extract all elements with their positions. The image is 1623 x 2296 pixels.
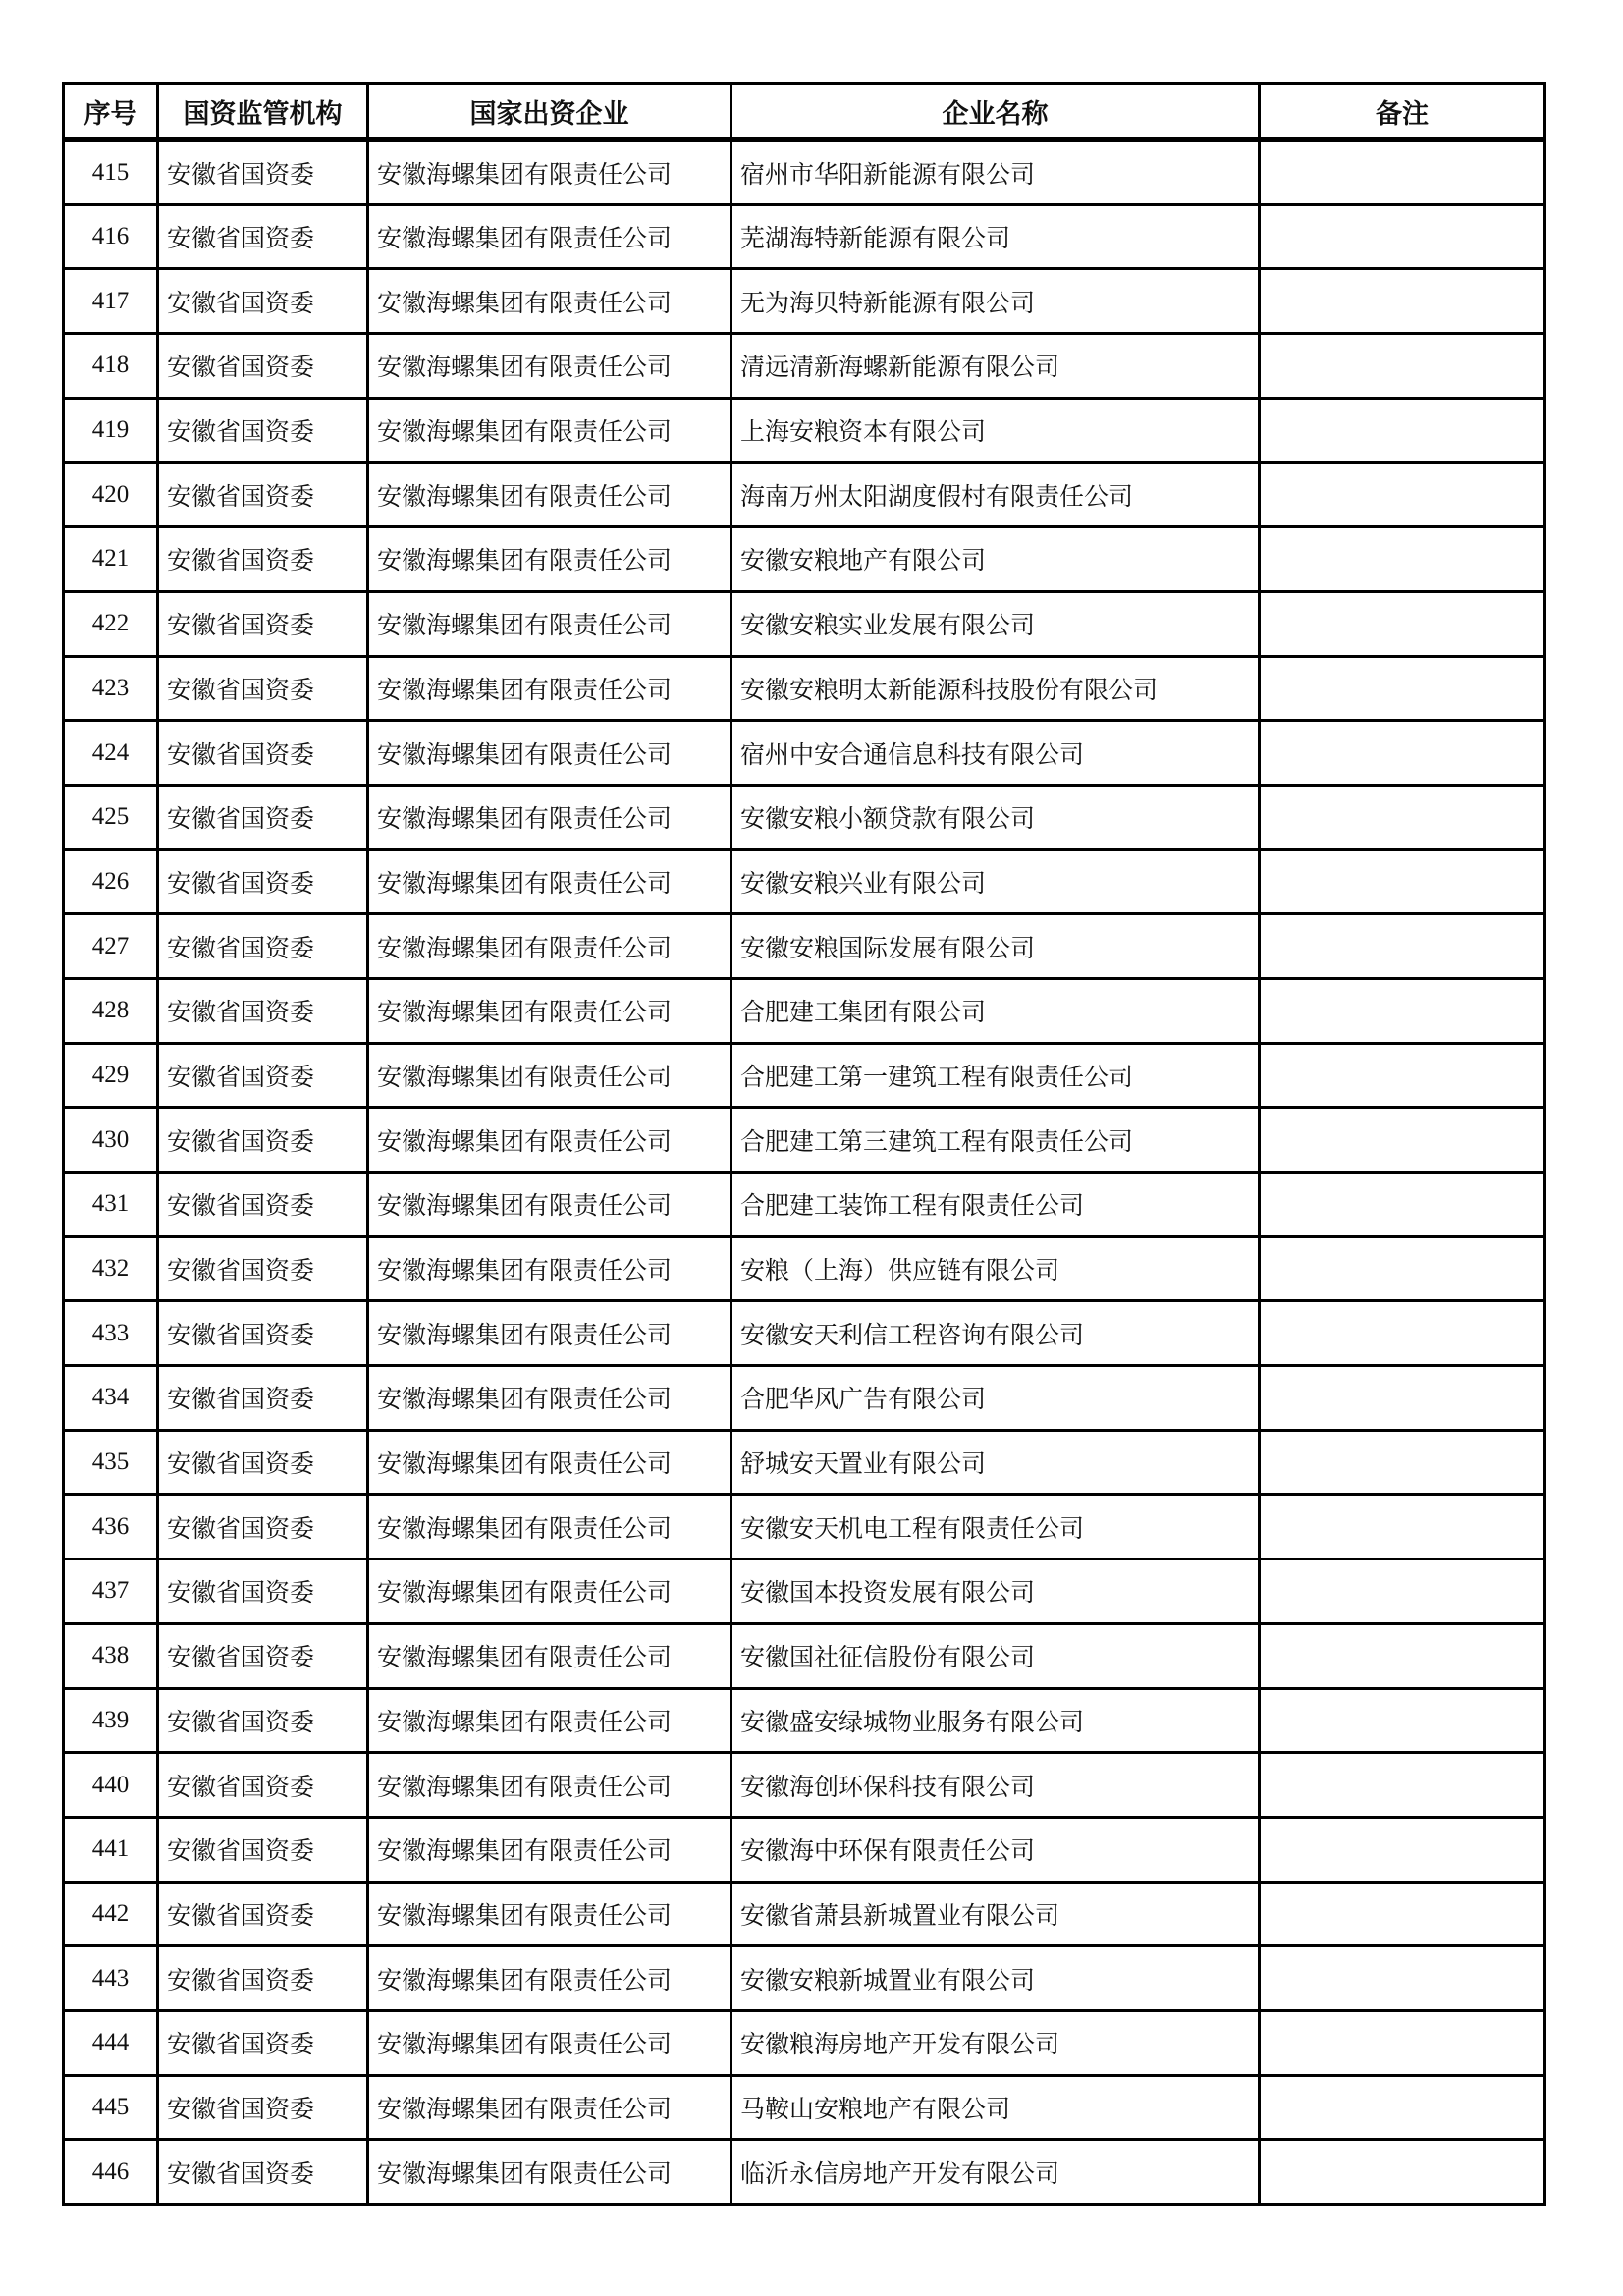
cell-parent-enterprise: 安徽海螺集团有限责任公司 (368, 1817, 731, 1882)
cell-remark (1260, 721, 1545, 786)
cell-regulator: 安徽省国资委 (158, 527, 368, 592)
cell-parent-enterprise: 安徽海螺集团有限责任公司 (368, 1043, 731, 1108)
cell-parent-enterprise: 安徽海螺集团有限责任公司 (368, 1946, 731, 2011)
cell-parent-enterprise: 安徽海螺集团有限责任公司 (368, 1173, 731, 1237)
cell-parent-enterprise: 安徽海螺集团有限责任公司 (368, 1236, 731, 1301)
cell-serial: 419 (64, 398, 158, 463)
cell-serial: 443 (64, 1946, 158, 2011)
cell-remark (1260, 398, 1545, 463)
cell-company-name: 合肥建工第三建筑工程有限责任公司 (731, 1108, 1260, 1173)
table-row (64, 1623, 1545, 1688)
cell-company-name: 安徽粮海房地产开发有限公司 (731, 2010, 1260, 2075)
table-row (64, 334, 1545, 399)
cell-regulator: 安徽省国资委 (158, 2075, 368, 2140)
table-row (64, 2140, 1545, 2205)
table-row (64, 1108, 1545, 1173)
cell-serial: 422 (64, 591, 158, 656)
table-row (64, 2010, 1545, 2075)
cell-remark (1260, 849, 1545, 914)
table-row (64, 1559, 1545, 1624)
cell-serial: 444 (64, 2010, 158, 2075)
cell-regulator: 安徽省国资委 (158, 1559, 368, 1624)
cell-remark (1260, 1688, 1545, 1753)
cell-company-name: 合肥华风广告有限公司 (731, 1366, 1260, 1431)
cell-company-name: 清远清新海螺新能源有限公司 (731, 334, 1260, 399)
cell-regulator: 安徽省国资委 (158, 1753, 368, 1818)
cell-parent-enterprise: 安徽海螺集团有限责任公司 (368, 721, 731, 786)
cell-serial: 431 (64, 1173, 158, 1237)
table-row (64, 1236, 1545, 1301)
cell-regulator: 安徽省国资委 (158, 398, 368, 463)
table-body (64, 140, 1545, 2205)
cell-company-name: 宿州市华阳新能源有限公司 (731, 140, 1260, 205)
cell-remark (1260, 1108, 1545, 1173)
cell-remark (1260, 204, 1545, 269)
cell-remark (1260, 334, 1545, 399)
cell-regulator: 安徽省国资委 (158, 1173, 368, 1237)
cell-parent-enterprise: 安徽海螺集团有限责任公司 (368, 591, 731, 656)
cell-company-name: 安徽安天利信工程咨询有限公司 (731, 1301, 1260, 1366)
cell-parent-enterprise: 安徽海螺集团有限责任公司 (368, 2075, 731, 2140)
cell-company-name: 上海安粮资本有限公司 (731, 398, 1260, 463)
cell-remark (1260, 1753, 1545, 1818)
cell-regulator: 安徽省国资委 (158, 204, 368, 269)
cell-remark (1260, 1882, 1545, 1946)
cell-serial: 433 (64, 1301, 158, 1366)
cell-company-name: 安徽国本投资发展有限公司 (731, 1559, 1260, 1624)
cell-serial: 435 (64, 1430, 158, 1495)
table-row (64, 463, 1545, 527)
table-row (64, 849, 1545, 914)
cell-serial: 415 (64, 140, 158, 205)
table-row (64, 1430, 1545, 1495)
cell-parent-enterprise: 安徽海螺集团有限责任公司 (368, 204, 731, 269)
table-row (64, 1817, 1545, 1882)
table-row (64, 527, 1545, 592)
cell-parent-enterprise: 安徽海螺集团有限责任公司 (368, 463, 731, 527)
cell-remark (1260, 527, 1545, 592)
cell-serial: 446 (64, 2140, 158, 2205)
cell-regulator: 安徽省国资委 (158, 2140, 368, 2205)
table-row (64, 1366, 1545, 1431)
cell-remark (1260, 914, 1545, 979)
cell-company-name: 安徽安天机电工程有限责任公司 (731, 1495, 1260, 1559)
cell-remark (1260, 269, 1545, 334)
cell-regulator: 安徽省国资委 (158, 785, 368, 849)
table-row (64, 978, 1545, 1043)
header-row (64, 84, 1545, 140)
cell-regulator: 安徽省国资委 (158, 334, 368, 399)
cell-remark (1260, 1366, 1545, 1431)
cell-company-name: 安徽海中环保有限责任公司 (731, 1817, 1260, 1882)
cell-serial: 417 (64, 269, 158, 334)
cell-regulator: 安徽省国资委 (158, 1623, 368, 1688)
cell-serial: 429 (64, 1043, 158, 1108)
cell-company-name: 安粮（上海）供应链有限公司 (731, 1236, 1260, 1301)
table-row (64, 1043, 1545, 1108)
cell-company-name: 安徽省萧县新城置业有限公司 (731, 1882, 1260, 1946)
table-row (64, 204, 1545, 269)
cell-company-name: 安徽安粮兴业有限公司 (731, 849, 1260, 914)
header-regulator: 国资监管机构 (158, 84, 368, 140)
cell-company-name: 马鞍山安粮地产有限公司 (731, 2075, 1260, 2140)
cell-regulator: 安徽省国资委 (158, 1043, 368, 1108)
cell-serial: 426 (64, 849, 158, 914)
cell-company-name: 舒城安天置业有限公司 (731, 1430, 1260, 1495)
cell-regulator: 安徽省国资委 (158, 140, 368, 205)
header-serial: 序号 (64, 84, 158, 140)
cell-regulator: 安徽省国资委 (158, 1688, 368, 1753)
table-row (64, 591, 1545, 656)
cell-serial: 425 (64, 785, 158, 849)
cell-company-name: 安徽安粮新城置业有限公司 (731, 1946, 1260, 2011)
cell-serial: 438 (64, 1623, 158, 1688)
cell-remark (1260, 1817, 1545, 1882)
cell-regulator: 安徽省国资委 (158, 269, 368, 334)
header-remark: 备注 (1260, 84, 1545, 140)
cell-serial: 427 (64, 914, 158, 979)
cell-serial: 439 (64, 1688, 158, 1753)
table-row (64, 1882, 1545, 1946)
cell-parent-enterprise: 安徽海螺集团有限责任公司 (368, 1753, 731, 1818)
table-row (64, 914, 1545, 979)
cell-parent-enterprise: 安徽海螺集团有限责任公司 (368, 785, 731, 849)
cell-regulator: 安徽省国资委 (158, 463, 368, 527)
table-row (64, 2075, 1545, 2140)
cell-remark (1260, 1946, 1545, 2011)
cell-parent-enterprise: 安徽海螺集团有限责任公司 (368, 334, 731, 399)
cell-parent-enterprise: 安徽海螺集团有限责任公司 (368, 2010, 731, 2075)
cell-serial: 416 (64, 204, 158, 269)
cell-parent-enterprise: 安徽海螺集团有限责任公司 (368, 1688, 731, 1753)
cell-remark (1260, 1173, 1545, 1237)
table-row (64, 656, 1545, 721)
cell-regulator: 安徽省国资委 (158, 1882, 368, 1946)
cell-company-name: 安徽海创环保科技有限公司 (731, 1753, 1260, 1818)
cell-remark (1260, 2010, 1545, 2075)
table-header (64, 84, 1545, 140)
table-row (64, 721, 1545, 786)
cell-parent-enterprise: 安徽海螺集团有限责任公司 (368, 140, 731, 205)
cell-company-name: 宿州中安合通信息科技有限公司 (731, 721, 1260, 786)
cell-regulator: 安徽省国资委 (158, 1366, 368, 1431)
cell-remark (1260, 978, 1545, 1043)
header-company-name: 企业名称 (731, 84, 1260, 140)
cell-company-name: 合肥建工装饰工程有限责任公司 (731, 1173, 1260, 1237)
cell-regulator: 安徽省国资委 (158, 1946, 368, 2011)
table-row (64, 1301, 1545, 1366)
cell-regulator: 安徽省国资委 (158, 721, 368, 786)
cell-parent-enterprise: 安徽海螺集团有限责任公司 (368, 1559, 731, 1624)
cell-company-name: 安徽安粮小额贷款有限公司 (731, 785, 1260, 849)
cell-regulator: 安徽省国资委 (158, 1817, 368, 1882)
table-row (64, 398, 1545, 463)
cell-remark (1260, 2140, 1545, 2205)
cell-remark (1260, 591, 1545, 656)
cell-parent-enterprise: 安徽海螺集团有限责任公司 (368, 978, 731, 1043)
cell-serial: 436 (64, 1495, 158, 1559)
cell-remark (1260, 140, 1545, 205)
cell-remark (1260, 463, 1545, 527)
cell-remark (1260, 1623, 1545, 1688)
cell-serial: 428 (64, 978, 158, 1043)
cell-company-name: 合肥建工第一建筑工程有限责任公司 (731, 1043, 1260, 1108)
cell-parent-enterprise: 安徽海螺集团有限责任公司 (368, 2140, 731, 2205)
cell-parent-enterprise: 安徽海螺集团有限责任公司 (368, 1882, 731, 1946)
cell-regulator: 安徽省国资委 (158, 1108, 368, 1173)
cell-serial: 434 (64, 1366, 158, 1431)
cell-company-name: 安徽安粮地产有限公司 (731, 527, 1260, 592)
cell-parent-enterprise: 安徽海螺集团有限责任公司 (368, 914, 731, 979)
cell-serial: 442 (64, 1882, 158, 1946)
cell-regulator: 安徽省国资委 (158, 914, 368, 979)
cell-company-name: 安徽国社征信股份有限公司 (731, 1623, 1260, 1688)
cell-parent-enterprise: 安徽海螺集团有限责任公司 (368, 269, 731, 334)
cell-company-name: 安徽安粮实业发展有限公司 (731, 591, 1260, 656)
table-row (64, 1173, 1545, 1237)
cell-regulator: 安徽省国资委 (158, 1495, 368, 1559)
cell-parent-enterprise: 安徽海螺集团有限责任公司 (368, 1623, 731, 1688)
cell-company-name: 安徽安粮明太新能源科技股份有限公司 (731, 656, 1260, 721)
cell-company-name: 临沂永信房地产开发有限公司 (731, 2140, 1260, 2205)
table-row (64, 140, 1545, 205)
cell-serial: 424 (64, 721, 158, 786)
cell-remark (1260, 1430, 1545, 1495)
cell-serial: 445 (64, 2075, 158, 2140)
cell-parent-enterprise: 安徽海螺集团有限责任公司 (368, 527, 731, 592)
header-parent-enterprise: 国家出资企业 (368, 84, 731, 140)
cell-regulator: 安徽省国资委 (158, 1301, 368, 1366)
cell-remark (1260, 656, 1545, 721)
cell-parent-enterprise: 安徽海螺集团有限责任公司 (368, 398, 731, 463)
cell-regulator: 安徽省国资委 (158, 1430, 368, 1495)
cell-serial: 421 (64, 527, 158, 592)
cell-serial: 441 (64, 1817, 158, 1882)
table-row (64, 785, 1545, 849)
cell-remark (1260, 785, 1545, 849)
cell-parent-enterprise: 安徽海螺集团有限责任公司 (368, 1430, 731, 1495)
cell-company-name: 安徽安粮国际发展有限公司 (731, 914, 1260, 979)
cell-serial: 420 (64, 463, 158, 527)
table-row (64, 1688, 1545, 1753)
cell-serial: 440 (64, 1753, 158, 1818)
cell-serial: 437 (64, 1559, 158, 1624)
cell-serial: 432 (64, 1236, 158, 1301)
cell-serial: 430 (64, 1108, 158, 1173)
cell-regulator: 安徽省国资委 (158, 2010, 368, 2075)
cell-company-name: 海南万州太阳湖度假村有限责任公司 (731, 463, 1260, 527)
table-row (64, 1753, 1545, 1818)
table-row (64, 269, 1545, 334)
cell-regulator: 安徽省国资委 (158, 978, 368, 1043)
cell-remark (1260, 2075, 1545, 2140)
table-row (64, 1495, 1545, 1559)
cell-remark (1260, 1559, 1545, 1624)
cell-company-name: 芜湖海特新能源有限公司 (731, 204, 1260, 269)
cell-regulator: 安徽省国资委 (158, 1236, 368, 1301)
cell-remark (1260, 1301, 1545, 1366)
cell-company-name: 安徽盛安绿城物业服务有限公司 (731, 1688, 1260, 1753)
table-row (64, 1946, 1545, 2011)
cell-parent-enterprise: 安徽海螺集团有限责任公司 (368, 849, 731, 914)
enterprise-table (62, 82, 1546, 2206)
cell-company-name: 合肥建工集团有限公司 (731, 978, 1260, 1043)
cell-remark (1260, 1236, 1545, 1301)
cell-parent-enterprise: 安徽海螺集团有限责任公司 (368, 1366, 731, 1431)
cell-parent-enterprise: 安徽海螺集团有限责任公司 (368, 1495, 731, 1559)
cell-regulator: 安徽省国资委 (158, 656, 368, 721)
cell-parent-enterprise: 安徽海螺集团有限责任公司 (368, 656, 731, 721)
cell-parent-enterprise: 安徽海螺集团有限责任公司 (368, 1301, 731, 1366)
cell-company-name: 无为海贝特新能源有限公司 (731, 269, 1260, 334)
cell-remark (1260, 1495, 1545, 1559)
cell-regulator: 安徽省国资委 (158, 849, 368, 914)
cell-remark (1260, 1043, 1545, 1108)
cell-regulator: 安徽省国资委 (158, 591, 368, 656)
cell-parent-enterprise: 安徽海螺集团有限责任公司 (368, 1108, 731, 1173)
cell-serial: 423 (64, 656, 158, 721)
cell-serial: 418 (64, 334, 158, 399)
